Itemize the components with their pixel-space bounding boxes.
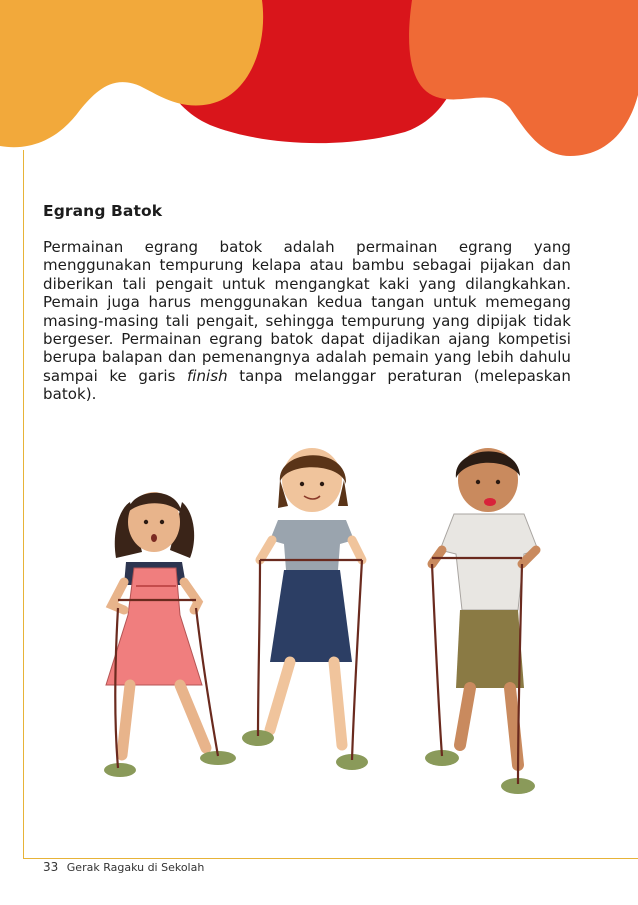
girl-pink-dress-figure: [104, 492, 236, 777]
book-title: Gerak Ragaku di Sekolah: [66, 861, 205, 874]
children-playing-egrang-illustration: [90, 440, 570, 810]
body-paragraph: [43, 238, 571, 404]
orange-blob: [409, 0, 638, 156]
article: [43, 202, 571, 404]
girl-grey-shirt-figure: [242, 448, 368, 770]
footer-line: [23, 858, 638, 859]
italic-term: finish: [186, 366, 228, 385]
left-margin-line: [23, 150, 24, 858]
page-number: 33: [43, 860, 59, 874]
paragraph-text-end: tanpa melanggar peraturan (melepaskan batok).: [43, 366, 571, 404]
section-title: Egrang Batok: [43, 202, 163, 220]
boy-figure: [425, 448, 538, 794]
page-footer: [43, 860, 204, 874]
header-decoration: [0, 0, 638, 170]
paragraph-text: Permainan egrang batok adalah permainan egrang yang menggunakan tempurung kelapa atau bambu sebagai pijakan dan diberikan tali pengait untuk mengangkat kaki yang dilangkahkan. Pemain juga harus menggunakan kedua tangan untuk memegang masing-masing tali pengait, sehingga tempurung yang dipijak tidak bergeser. Permainan egrang batok dapat dijadikan ajang kompetisi berupa balapan dan pemenangnya adalah pemain yang lebih dahulu sampai ke garis: [43, 238, 571, 385]
